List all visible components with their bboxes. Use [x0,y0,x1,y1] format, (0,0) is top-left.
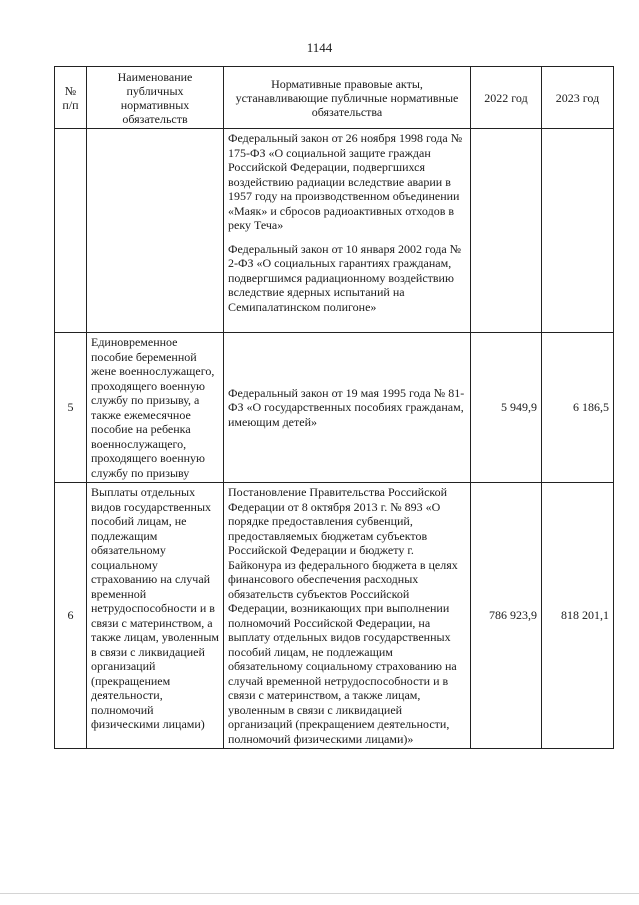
header-num: № п/п [55,67,87,129]
row-year-2022-cell: 786 923,9 [471,483,542,749]
row-year-2022-cell [471,129,542,333]
legal-act-text: Федеральный закон от 10 января 2002 года № 2-ФЗ «О социальных гарантиях гражданам, подвергшимся радиационному воздействию вследствие ядерных испытаний на Семипалатинском полигоне» [228,241,462,314]
row-year-2022-cell: 5 949,9 [471,333,542,483]
row-year-2023-cell: 6 186,5 [542,333,614,483]
row-num-cell [55,129,87,333]
row-num-cell: 6 [55,483,87,749]
row-num-cell: 5 [55,333,87,483]
page-bottom-divider [0,893,639,894]
row-year-2023-cell [542,129,614,333]
header-acts: Нормативные правовые акты, устанавливающие публичные нормативные обязательства [224,67,471,129]
row-acts-cell [224,483,471,749]
table-row [55,333,614,483]
row-year-2023-cell: 818 201,1 [542,483,614,749]
row-name-cell [87,129,224,333]
row-acts-cell [224,129,471,333]
header-year-2022: 2022 год [471,67,542,129]
table-row [55,483,614,749]
header-name: Наименование публичных нормативных обязательств [87,67,224,129]
legal-act-text: Федеральный закон от 26 ноября 1998 года № 175-ФЗ «О социальной защите граждан Российской Федерации, подвергшихся воздействию радиации вследствие аварии в 1957 году на производственном объединении «Маяк» и сбросов радиоактивных отходов в реку Теча» [228,131,463,232]
header-year-2023: 2023 год [542,67,614,129]
row-name-cell: Выплаты отдельных видов государственных пособий лицам, не подлежащим обязательному социальному страхованию на случай временной нетрудоспособности и в связи с материнством, а также лицам, уволенным в связи с ликвидацией организаций (прекращением деятельности, полномочий физическими лицами) [87,483,224,749]
page-number: 1144 [306,40,333,55]
row-name-cell: Единовременное пособие беременной жене военнослужащего, проходящего военную службу по призыву, а также ежемесячное пособие на ребенка военнослужащего, проходящего военную службу по призыву [87,333,224,483]
table-row [55,129,614,333]
legal-act-text: Федеральный закон от 19 мая 1995 года № 81-ФЗ «О государственных пособиях гражданам, имеющим детей» [228,385,465,429]
table-header-row [55,67,614,129]
obligations-table [54,66,614,749]
legal-act-text: Постановление Правительства Российской Федерации от 8 октября 2013 г. № 893 «О порядке предоставления субвенций, предоставляемых бюджетам субъектов Российской Федерации и бюджету г. Байконура из федерального бюджета в целях финансового обеспечения расходных обязательств субъектов Российской Федерации, возникающих при выполнении полномочий Российской Федерации, на выплату отдельных видов государственных пособий лицам, не подлежащим обязательному социальному страхованию на случай временной нетрудоспособности и в связи с материнством, а также лицам, уволенным в связи с ликвидацией организаций (прекращением деятельности, полномочий физическими лицами)» [228,485,458,746]
row-acts-cell [224,333,471,483]
